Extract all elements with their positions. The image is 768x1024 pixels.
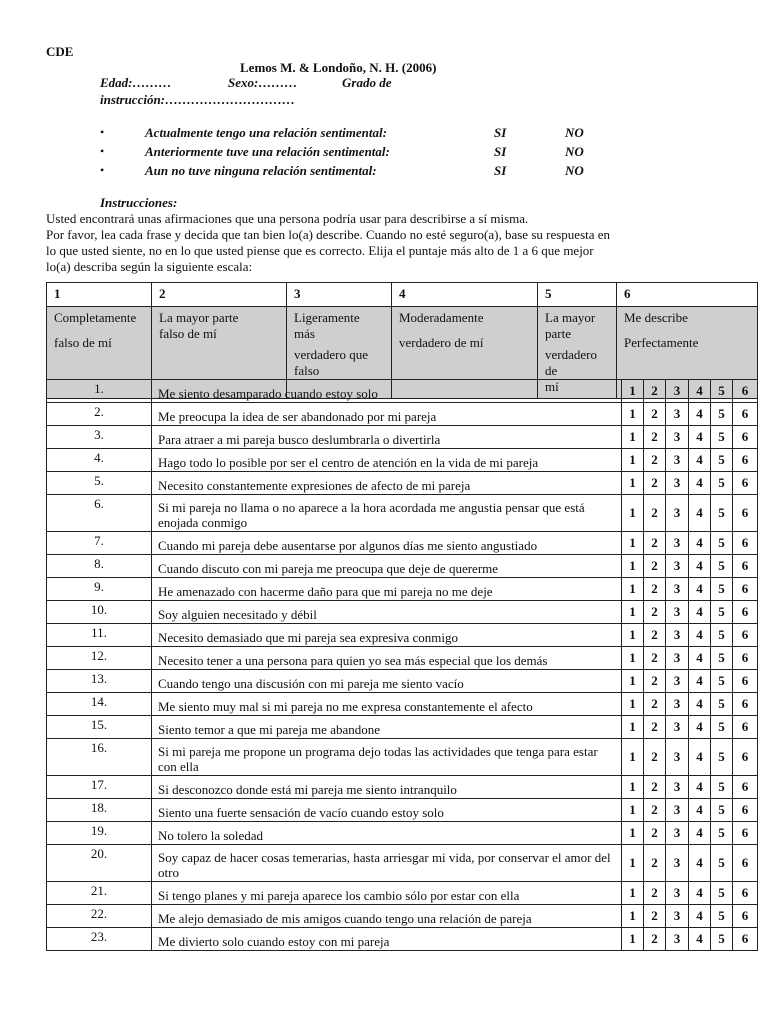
item-statement: Necesito demasiado que mi pareja sea expresiva conmigo (152, 624, 622, 647)
rating-option-4[interactable]: 4 (689, 495, 711, 532)
rating-option-6[interactable]: 6 (733, 647, 758, 670)
table-row (47, 495, 758, 532)
rating-option-5[interactable]: 5 (711, 670, 733, 693)
rating-option-4[interactable]: 4 (689, 882, 711, 905)
rating-option-2[interactable]: 2 (644, 845, 666, 882)
rating-option-6[interactable]: 6 (733, 693, 758, 716)
rating-option-3[interactable]: 3 (666, 449, 689, 472)
rating-option-3[interactable]: 3 (666, 624, 689, 647)
rating-option-4[interactable]: 4 (689, 426, 711, 449)
item-statement: Si mi pareja me propone un programa dejo todas las actividades que tenga para estar con ella (152, 739, 622, 776)
table-row (47, 739, 758, 776)
rating-option-1[interactable]: 1 (622, 822, 644, 845)
item-number: 11. (47, 624, 152, 647)
item-number: 15. (47, 716, 152, 739)
item-number: 10. (47, 601, 152, 624)
rating-option-3[interactable]: 3 (666, 799, 689, 822)
table-row (47, 776, 758, 799)
scale-number: 2 (152, 283, 287, 307)
bullet-icon: • (100, 163, 105, 177)
instructions-line: lo(a) describa según la siguiente escala: (46, 259, 253, 274)
yes-option[interactable]: SI (494, 144, 507, 159)
table-row (47, 403, 758, 426)
rating-option-3[interactable]: 3 (666, 928, 689, 951)
rating-option-2[interactable]: 2 (644, 555, 666, 578)
rating-option-1[interactable]: 1 (622, 882, 644, 905)
item-statement: No tolero la soledad (152, 822, 622, 845)
item-statement: Soy capaz de hacer cosas temerarias, hasta arriesgar mi vida, por conservar el amor del otro (152, 845, 622, 882)
instructions-line: Usted encontrará unas afirmaciones que una persona podría usar para describirse a sí misma. (46, 211, 529, 226)
rating-option-2[interactable]: 2 (644, 716, 666, 739)
question-text: Aun no tuve ninguna relación sentimental: (145, 163, 377, 178)
education-label: Grado de (342, 75, 392, 90)
rating-option-2[interactable]: 2 (644, 693, 666, 716)
rating-option-6[interactable]: 6 (733, 578, 758, 601)
item-number: 9. (47, 578, 152, 601)
rating-option-6[interactable]: 6 (733, 799, 758, 822)
rating-option-3[interactable]: 3 (666, 670, 689, 693)
rating-option-3[interactable]: 3 (666, 472, 689, 495)
rating-option-4[interactable]: 4 (689, 716, 711, 739)
rating-option-1[interactable]: 1 (622, 845, 644, 882)
rating-option-4[interactable]: 4 (689, 776, 711, 799)
rating-option-6[interactable]: 6 (733, 670, 758, 693)
table-row (47, 601, 758, 624)
rating-option-2[interactable]: 2 (644, 624, 666, 647)
scale-number: 3 (287, 283, 392, 307)
rating-option-6[interactable]: 6 (733, 776, 758, 799)
rating-option-4[interactable]: 4 (689, 670, 711, 693)
rating-option-2[interactable]: 2 (644, 601, 666, 624)
yes-option[interactable]: SI (494, 163, 507, 178)
rating-option-3[interactable]: 3 (666, 495, 689, 532)
rating-option-4[interactable]: 4 (689, 403, 711, 426)
rating-option-4[interactable]: 4 (689, 555, 711, 578)
rating-option-1[interactable]: 1 (622, 799, 644, 822)
rating-option-5[interactable]: 5 (711, 449, 733, 472)
rating-option-3[interactable]: 3 (666, 578, 689, 601)
rating-option-1[interactable]: 1 (622, 403, 644, 426)
rating-option-5[interactable]: 5 (711, 380, 733, 403)
rating-option-5[interactable]: 5 (711, 799, 733, 822)
no-option[interactable]: NO (565, 163, 584, 178)
scale-label-1: Completamente falso de mí (47, 307, 152, 399)
instructions-text (46, 211, 686, 275)
table-row (47, 532, 758, 555)
rating-option-6[interactable]: 6 (733, 882, 758, 905)
rating-option-6[interactable]: 6 (733, 532, 758, 555)
rating-option-5[interactable]: 5 (711, 472, 733, 495)
table-row (47, 822, 758, 845)
rating-option-3[interactable]: 3 (666, 380, 689, 403)
rating-option-3[interactable]: 3 (666, 822, 689, 845)
document-code: CDE (46, 44, 74, 59)
item-number: 23. (47, 928, 152, 951)
rating-option-1[interactable]: 1 (622, 380, 644, 403)
rating-option-1[interactable]: 1 (622, 776, 644, 799)
scale-label-5: La mayor parte verdadero de mí (538, 307, 617, 399)
rating-option-4[interactable]: 4 (689, 380, 711, 403)
rating-option-2[interactable]: 2 (644, 380, 666, 403)
item-statement: He amenazado con hacerme daño para que mi pareja no me deje (152, 578, 622, 601)
rating-option-5[interactable]: 5 (711, 578, 733, 601)
rating-option-3[interactable]: 3 (666, 601, 689, 624)
table-row (47, 426, 758, 449)
instructions-title: Instrucciones: (100, 195, 178, 210)
item-number: 1. (47, 380, 152, 403)
rating-option-2[interactable]: 2 (644, 776, 666, 799)
rating-option-2[interactable]: 2 (644, 822, 666, 845)
relationship-question (100, 163, 660, 182)
rating-option-3[interactable]: 3 (666, 882, 689, 905)
item-number: 2. (47, 403, 152, 426)
rating-option-3[interactable]: 3 (666, 426, 689, 449)
rating-option-3[interactable]: 3 (666, 739, 689, 776)
item-statement: Si tengo planes y mi pareja aparece los cambio sólo por estar con ella (152, 882, 622, 905)
table-row (47, 905, 758, 928)
table-row (47, 555, 758, 578)
rating-option-2[interactable]: 2 (644, 472, 666, 495)
rating-option-2[interactable]: 2 (644, 578, 666, 601)
education-field[interactable]: instrucción:………………………… (100, 92, 296, 107)
question-text: Actualmente tengo una relación sentimental: (145, 125, 387, 140)
rating-option-1[interactable]: 1 (622, 905, 644, 928)
yes-option[interactable]: SI (494, 125, 507, 140)
table-row (47, 472, 758, 495)
rating-option-2[interactable]: 2 (644, 739, 666, 776)
rating-option-3[interactable]: 3 (666, 716, 689, 739)
item-number: 20. (47, 845, 152, 882)
relationship-questions (100, 125, 660, 182)
rating-option-2[interactable]: 2 (644, 426, 666, 449)
table-row (47, 670, 758, 693)
item-statement: Cuando mi pareja debe ausentarse por algunos días me siento angustiado (152, 532, 622, 555)
table-row (47, 845, 758, 882)
item-statement: Soy alguien necesitado y débil (152, 601, 622, 624)
rating-option-1[interactable]: 1 (622, 472, 644, 495)
rating-option-6[interactable]: 6 (733, 426, 758, 449)
item-number: 21. (47, 882, 152, 905)
rating-option-2[interactable]: 2 (644, 799, 666, 822)
rating-option-1[interactable]: 1 (622, 495, 644, 532)
table-row (47, 799, 758, 822)
item-statement: Me siento desamparado cuando estoy solo (152, 380, 622, 403)
item-number: 16. (47, 739, 152, 776)
rating-option-1[interactable]: 1 (622, 426, 644, 449)
scale-label-3: Ligeramente más verdadero que falso (287, 307, 392, 399)
scale-number: 4 (392, 283, 538, 307)
scale-label-2: La mayor parte falso de mí (152, 307, 287, 399)
scale-label-6: Me describe Perfectamente (617, 307, 758, 399)
table-row (47, 449, 758, 472)
rating-option-5[interactable]: 5 (711, 624, 733, 647)
rating-option-5[interactable]: 5 (711, 693, 733, 716)
bullet-icon: • (100, 144, 105, 158)
item-number: 22. (47, 905, 152, 928)
item-statement: Me siento muy mal si mi pareja no me expresa constantemente el afecto (152, 693, 622, 716)
rating-option-2[interactable]: 2 (644, 495, 666, 532)
item-statement: Necesito tener a una persona para quien yo sea más especial que los demás (152, 647, 622, 670)
relationship-question (100, 125, 660, 144)
rating-option-4[interactable]: 4 (689, 472, 711, 495)
item-number: 6. (47, 495, 152, 532)
table-row (47, 693, 758, 716)
rating-option-2[interactable]: 2 (644, 670, 666, 693)
item-number: 8. (47, 555, 152, 578)
item-statement: Hago todo lo posible por ser el centro de atención en la vida de mi pareja (152, 449, 622, 472)
item-number: 13. (47, 670, 152, 693)
rating-option-2[interactable]: 2 (644, 928, 666, 951)
rating-option-1[interactable]: 1 (622, 739, 644, 776)
sex-field[interactable]: Sexo:……… (228, 75, 298, 90)
item-statement: Para atraer a mi pareja busco deslumbrarla o divertirla (152, 426, 622, 449)
item-number: 19. (47, 822, 152, 845)
rating-option-4[interactable]: 4 (689, 928, 711, 951)
rating-option-2[interactable]: 2 (644, 647, 666, 670)
rating-option-2[interactable]: 2 (644, 449, 666, 472)
rating-option-5[interactable]: 5 (711, 647, 733, 670)
relationship-question (100, 144, 660, 163)
rating-option-3[interactable]: 3 (666, 532, 689, 555)
rating-option-1[interactable]: 1 (622, 928, 644, 951)
instructions-line: Por favor, lea cada frase y decida que tan bien lo(a) describe. Cuando no esté seguro(a), base su respuesta en (46, 227, 611, 242)
rating-option-3[interactable]: 3 (666, 647, 689, 670)
rating-option-6[interactable]: 6 (733, 822, 758, 845)
scale-number: 6 (617, 283, 758, 307)
rating-option-3[interactable]: 3 (666, 776, 689, 799)
scale-number: 1 (47, 283, 152, 307)
rating-option-2[interactable]: 2 (644, 882, 666, 905)
item-number: 5. (47, 472, 152, 495)
table-row (47, 647, 758, 670)
rating-option-6[interactable]: 6 (733, 472, 758, 495)
rating-option-5[interactable]: 5 (711, 845, 733, 882)
rating-option-4[interactable]: 4 (689, 449, 711, 472)
item-statement: Siento una fuerte sensación de vacío cuando estoy solo (152, 799, 622, 822)
rating-option-4[interactable]: 4 (689, 578, 711, 601)
rating-option-4[interactable]: 4 (689, 799, 711, 822)
rating-option-3[interactable]: 3 (666, 845, 689, 882)
rating-option-4[interactable]: 4 (689, 739, 711, 776)
rating-option-1[interactable]: 1 (622, 449, 644, 472)
rating-option-6[interactable]: 6 (733, 905, 758, 928)
scale-numbers-row (47, 283, 758, 307)
no-option[interactable]: NO (565, 144, 584, 159)
item-statement: Cuando discuto con mi pareja me preocupa que deje de quererme (152, 555, 622, 578)
question-text: Anteriormente tuve una relación sentimental: (145, 144, 390, 159)
item-number: 18. (47, 799, 152, 822)
instructions-line: lo que usted siente, no en lo que usted piense que es correcto. Elija el puntaje más alto de 1 a 6 que mejor (46, 243, 594, 258)
rating-option-5[interactable]: 5 (711, 882, 733, 905)
rating-option-5[interactable]: 5 (711, 495, 733, 532)
table-row (47, 578, 758, 601)
rating-option-3[interactable]: 3 (666, 693, 689, 716)
scale-label-4: Moderadamente verdadero de mí (392, 307, 538, 399)
rating-option-4[interactable]: 4 (689, 822, 711, 845)
table-row (47, 624, 758, 647)
rating-option-4[interactable]: 4 (689, 601, 711, 624)
bullet-icon: • (100, 125, 105, 139)
rating-option-1[interactable]: 1 (622, 601, 644, 624)
rating-option-4[interactable]: 4 (689, 905, 711, 928)
rating-option-5[interactable]: 5 (711, 601, 733, 624)
scale-number: 5 (538, 283, 617, 307)
rating-option-1[interactable]: 1 (622, 670, 644, 693)
no-option[interactable]: NO (565, 125, 584, 140)
item-number: 7. (47, 532, 152, 555)
rating-option-2[interactable]: 2 (644, 403, 666, 426)
item-statement: Siento temor a que mi pareja me abandone (152, 716, 622, 739)
rating-option-6[interactable]: 6 (733, 555, 758, 578)
rating-option-4[interactable]: 4 (689, 624, 711, 647)
rating-option-5[interactable]: 5 (711, 555, 733, 578)
table-row (47, 716, 758, 739)
rating-option-5[interactable]: 5 (711, 905, 733, 928)
rating-option-4[interactable]: 4 (689, 647, 711, 670)
rating-option-6[interactable]: 6 (733, 624, 758, 647)
item-number: 12. (47, 647, 152, 670)
rating-option-1[interactable]: 1 (622, 716, 644, 739)
rating-option-5[interactable]: 5 (711, 403, 733, 426)
rating-option-4[interactable]: 4 (689, 693, 711, 716)
item-number: 17. (47, 776, 152, 799)
rating-option-6[interactable]: 6 (733, 403, 758, 426)
rating-option-1[interactable]: 1 (622, 624, 644, 647)
item-statement: Necesito constantemente expresiones de afecto de mi pareja (152, 472, 622, 495)
item-number: 14. (47, 693, 152, 716)
rating-option-6[interactable]: 6 (733, 716, 758, 739)
item-number: 4. (47, 449, 152, 472)
item-statement: Si desconozco donde está mi pareja me siento intranquilo (152, 776, 622, 799)
rating-option-5[interactable]: 5 (711, 716, 733, 739)
rating-option-6[interactable]: 6 (733, 601, 758, 624)
item-number: 3. (47, 426, 152, 449)
rating-option-1[interactable]: 1 (622, 555, 644, 578)
rating-option-5[interactable]: 5 (711, 776, 733, 799)
citation: Lemos M. & Londoño, N. H. (2006) (240, 60, 437, 75)
rating-option-6[interactable]: 6 (733, 845, 758, 882)
rating-option-6[interactable]: 6 (733, 380, 758, 403)
rating-option-3[interactable]: 3 (666, 403, 689, 426)
rating-option-6[interactable]: 6 (733, 449, 758, 472)
items-table (46, 379, 758, 951)
rating-option-4[interactable]: 4 (689, 532, 711, 555)
rating-option-5[interactable]: 5 (711, 532, 733, 555)
table-row (47, 928, 758, 951)
rating-option-3[interactable]: 3 (666, 905, 689, 928)
table-row (47, 882, 758, 905)
item-statement: Me preocupa la idea de ser abandonado por mi pareja (152, 403, 622, 426)
rating-option-5[interactable]: 5 (711, 822, 733, 845)
rating-option-6[interactable]: 6 (733, 495, 758, 532)
rating-option-1[interactable]: 1 (622, 578, 644, 601)
item-statement: Me alejo demasiado de mis amigos cuando tengo una relación de pareja (152, 905, 622, 928)
rating-option-5[interactable]: 5 (711, 426, 733, 449)
item-statement: Cuando tengo una discusión con mi pareja me siento vacío (152, 670, 622, 693)
rating-option-5[interactable]: 5 (711, 928, 733, 951)
rating-option-6[interactable]: 6 (733, 928, 758, 951)
item-statement: Si mi pareja no llama o no aparece a la hora acordada me angustia pensar que está enojada conmigo (152, 495, 622, 532)
table-row (47, 380, 758, 403)
rating-option-3[interactable]: 3 (666, 555, 689, 578)
item-statement: Me divierto solo cuando estoy con mi pareja (152, 928, 622, 951)
rating-option-2[interactable]: 2 (644, 905, 666, 928)
rating-option-1[interactable]: 1 (622, 693, 644, 716)
age-field[interactable]: Edad:……… (100, 75, 172, 90)
rating-option-6[interactable]: 6 (733, 739, 758, 776)
rating-option-2[interactable]: 2 (644, 532, 666, 555)
rating-option-1[interactable]: 1 (622, 532, 644, 555)
rating-option-4[interactable]: 4 (689, 845, 711, 882)
rating-option-1[interactable]: 1 (622, 647, 644, 670)
rating-option-5[interactable]: 5 (711, 739, 733, 776)
